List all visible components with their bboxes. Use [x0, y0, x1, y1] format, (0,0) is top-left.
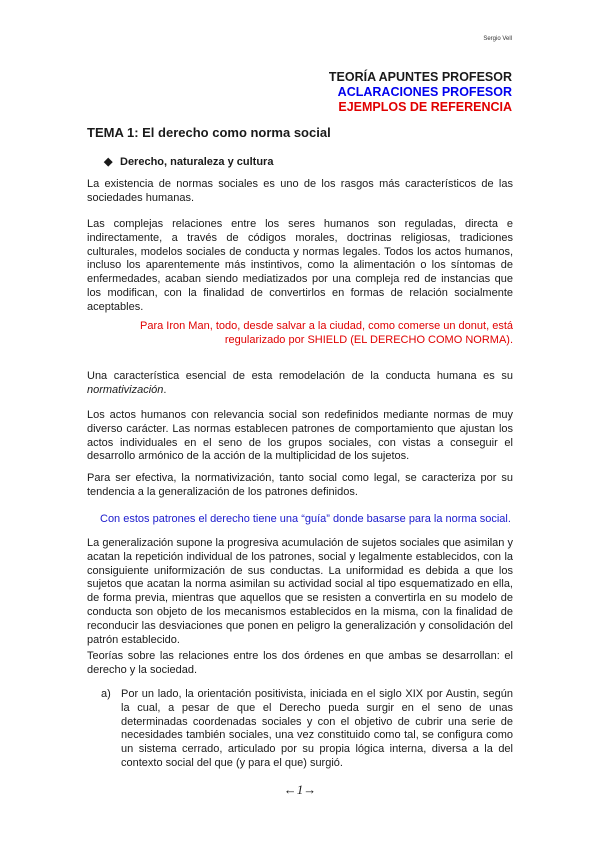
paragraph-3-text: Una característica esencial de esta remodelación de la conducta humana es su [87, 370, 513, 382]
paragraph-4: Los actos humanos con relevancia social son redefinidos mediante normas de muy diverso carácter. Las normas establecen patrones de comportamiento que ajustan los actos individuales en el seno de los grupos sociales, con vistas a conseguir el desarrollo armónico de la acción de la multiplicidad de los sujetos. [87, 409, 513, 463]
header-theory-label: TEORÍA APUNTES PROFESOR [328, 70, 512, 84]
clarification-note-blue: Con estos patrones el derecho tiene una “guía” donde basarse para la norma social. [100, 513, 511, 525]
author-name: Sergio Vell [483, 36, 512, 42]
section-title: Derecho, naturaleza y cultura [120, 156, 274, 168]
paragraph-7: Teorías sobre las relaciones entre los dos órdenes en que ambas se desarrollan: el derecho y la sociedad. [87, 650, 513, 676]
topic-title: TEMA 1: El derecho como norma social [87, 125, 331, 140]
list-item [101, 688, 513, 771]
page-number: ←1→ [283, 782, 317, 797]
paragraph-2: Las complejas relaciones entre los seres humanos son reguladas, directa e indirectamente, a través de códigos morales, doctrinas religiosas, tradiciones culturales, modelos sociales de conducta y normas legales. Todos los actos humanos, incluso los aparentemente más instintivos, como la alimentación o los síntomas de enfermedades, acaban siendo mediatizados por una compleja red de instancias que los modifican, con la finalidad de convertirlos en formas de relación socialmente aceptables. [87, 218, 513, 313]
example-note-red: Para Iron Man, todo, desde salvar a la ciudad, como comerse un donut, está regularizado por SHIELD (EL DERECHO COMO NORMA). [140, 320, 513, 346]
paragraph-3 [87, 370, 513, 398]
paragraph-5: Para ser efectiva, la normativización, tanto social como legal, se caracteriza por su tendencia a la generalización de los patrones definidos. [87, 472, 513, 498]
paragraph-1: La existencia de normas sociales es uno de los rasgos más característicos de las sociedades humanas. [87, 178, 513, 204]
list-item-text: Por un lado, la orientación positivista, iniciada en el siglo XIX por Austin, según la cual, a pesar de que el Derecho pueda surgir en el seno de unas determinadas coordenadas sociales y con el objetivo de cubrir una serie de necesidades también sociales, una vez constituido como tal, se configura como un sistema cerrado, articulado por su propia lógica interna, diversa a la del contexto social del que (y para el que) surgió. [121, 688, 513, 769]
diamond-bullet-icon: ◆ [104, 156, 113, 168]
paragraph-3-end: . [163, 383, 167, 396]
list-item-marker: a) [101, 688, 111, 700]
theories-list [101, 688, 513, 771]
section-heading [104, 155, 273, 168]
paragraph-6: La generalización supone la progresiva acumulación de sujetos sociales que asimilan y acatan la repetición individual de los patrones, social y legalmente establecidos, con la consiguiente uniformización de sus conductas. La uniformidad es debida a que los sujetos que acatan la norma asimilan su actividad social al tipo esquematizado en ella, de forma previa, mientras que aquellos que se resisten a convertirla en su modelo de conducta son objeto de los mecanismos establecidos en la misma, con la finalidad de reconducir las desviaciones que ponen en peligro la generalización y consolidación del patrón establecido. [87, 537, 513, 646]
paragraph-3-italic-term: normativización [87, 383, 164, 396]
header-examples-label: EJEMPLOS DE REFERENCIA [338, 100, 512, 114]
header-clarifications-label: ACLARACIONES PROFESOR [337, 85, 512, 99]
document-header [329, 70, 512, 115]
